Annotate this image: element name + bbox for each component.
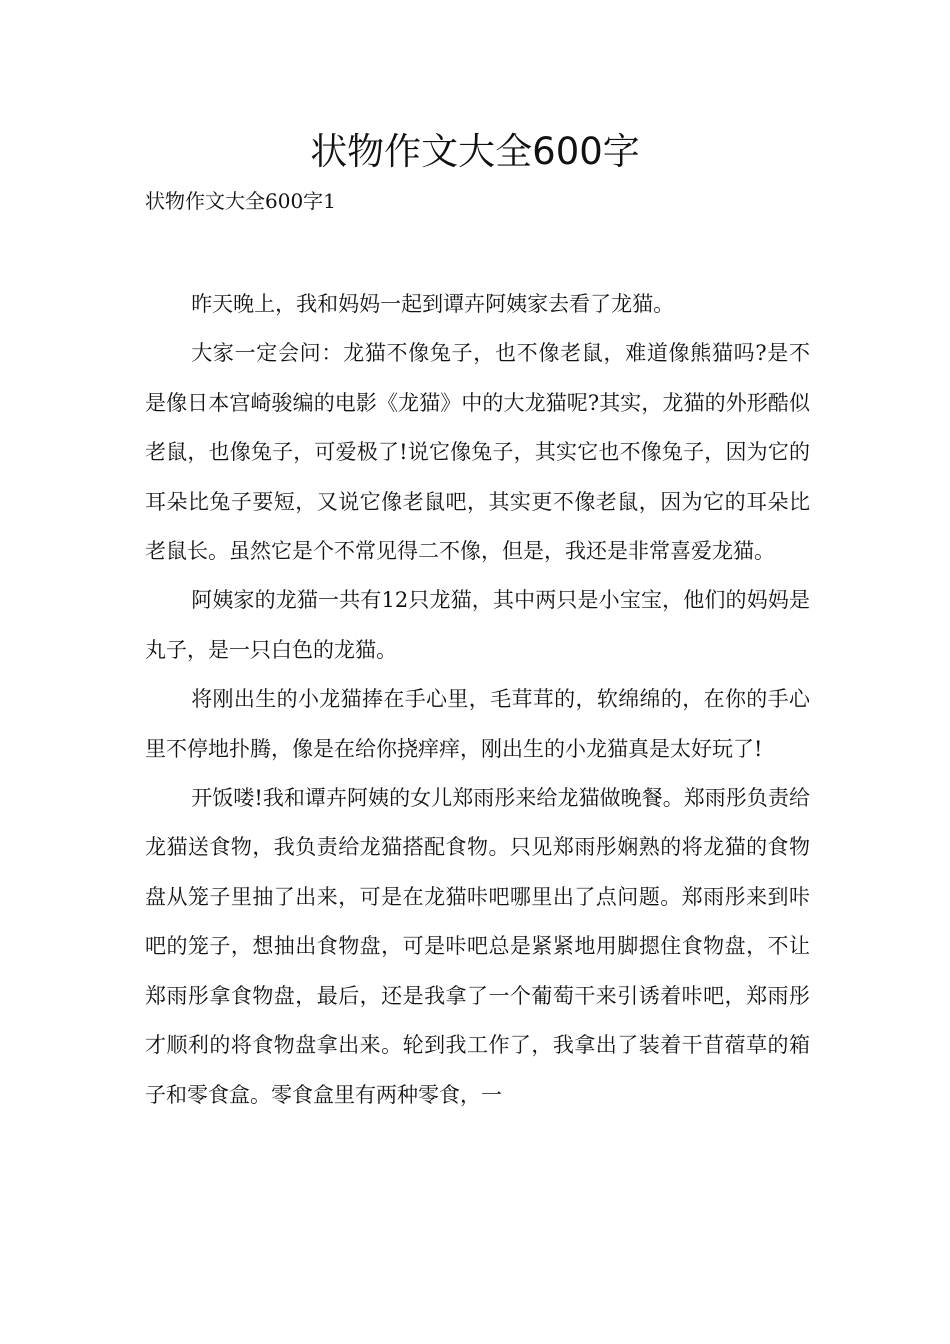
paragraph: 将刚出生的小龙猫捧在手心里，毛茸茸的，软绵绵的，在你的手心里不停地扑腾，像是在给你挠痒痒，刚出生的小龙猫真是太好玩了!: [145, 687, 810, 761]
paragraph: 大家一定会问：龙猫不像兔子，也不像老鼠，难道像熊猫吗?是不是像日本宫崎骏编的电影《龙猫》中的大龙猫呢?其实，龙猫的外形酷似老鼠，也像兔子，可爱极了!说它像兔子，其实它也不像兔子，因为它的耳朵比兔子要短，又说它像老鼠吧，其实更不像老鼠，因为它的耳朵比老鼠长。虽然它是个不常见得二不像，但是，我还是非常喜爱龙猫。: [145, 341, 810, 564]
document-title: 状物作文大全600字: [310, 130, 640, 173]
paragraph: 昨天晚上，我和妈妈一起到谭卉阿姨家去看了龙猫。: [191, 292, 675, 316]
document-subtitle: 状物作文大全600字1: [145, 189, 336, 213]
document-body: [145, 280, 810, 1120]
paragraph: 阿姨家的龙猫一共有12只龙猫，其中两只是小宝宝，他们的妈妈是丸子，是一只白色的龙猫。: [145, 588, 810, 662]
paragraph: 开饭喽!我和谭卉阿姨的女儿郑雨彤来给龙猫做晚餐。郑雨彤负责给龙猫送食物，我负责给龙猫搭配食物。只见郑雨彤娴熟的将龙猫的食物盘从笼子里抽了出来，可是在龙猫咔吧哪里出了点问题。郑雨彤来到咔吧的笼子，想抽出食物盘，可是咔吧总是紧紧地用脚摁住食物盘，不让郑雨彤拿食物盘，最后，还是我拿了一个葡萄干来引诱着咔吧，郑雨彤才顺利的将食物盘拿出来。轮到我工作了，我拿出了装着干苜蓿草的箱子和零食盒。零食盒里有两种零食，一: [145, 786, 810, 1107]
